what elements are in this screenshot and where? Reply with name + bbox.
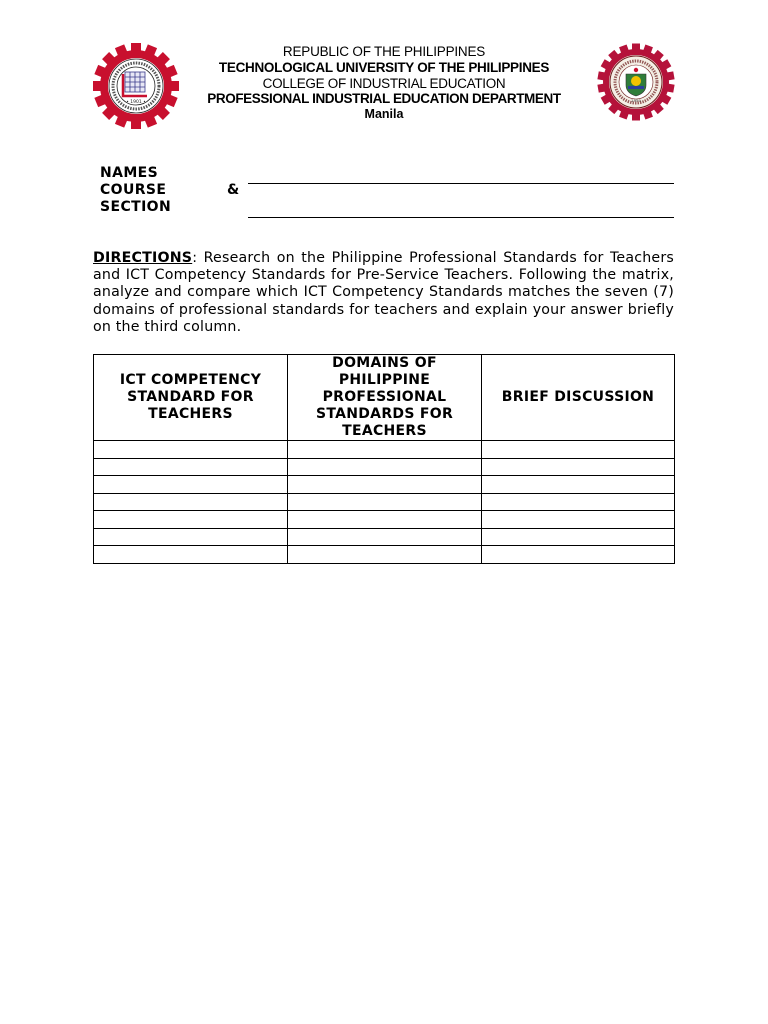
directions-text: : Research on the Philippine Professional Standards for Teachers and ICT Competency Standards for Pre-Service Teachers. Following the matrix, analyze and compare which ICT Competency Standards matches the seven (7) domains of professional standards for teachers and explain your answer briefly on the third column. [93,250,674,335]
table-cell[interactable] [94,546,288,564]
department-name: PROFESSIONAL INDUSTRIAL EDUCATION DEPARTMENT [207,91,561,107]
table-row [94,511,675,529]
university-name: TECHNOLOGICAL UNIVERSITY OF THE PHILIPPINES [218,59,550,75]
table-cell[interactable] [94,476,288,494]
table-row [94,476,675,494]
table-cell[interactable] [482,441,675,459]
ampersand: & [227,182,240,198]
table-row [94,528,675,546]
table-cell[interactable] [94,511,288,529]
table-cell[interactable] [94,493,288,511]
table-cell[interactable] [288,458,482,476]
table-row [94,441,675,459]
table-cell[interactable] [482,546,675,564]
table-cell[interactable] [288,476,482,494]
table-row [94,546,675,564]
tup-logo-icon [92,42,180,130]
table-cell[interactable] [94,441,288,459]
table-cell[interactable] [482,476,675,494]
table-cell[interactable] [94,458,288,476]
comparison-matrix [93,354,675,564]
section-label: SECTION [100,199,172,215]
table-cell[interactable] [288,511,482,529]
directions-paragraph [93,250,674,336]
course-section-blank-line[interactable] [248,217,674,218]
student-info-labels [100,165,171,216]
republic-line: REPUBLIC OF THE PHILIPPINES [282,44,486,59]
course-label: COURSE [100,182,167,198]
table-cell[interactable] [482,458,675,476]
table-header-row [94,355,675,441]
college-name: COLLEGE OF INDUSTRIAL EDUCATION [262,75,506,91]
table-cell[interactable] [94,528,288,546]
table-row [94,493,675,511]
names-blank-line[interactable] [248,183,674,184]
column-header-brief-discussion: BRIEF DISCUSSION [482,355,675,441]
city-name: Manila [364,107,404,122]
table-cell[interactable] [288,493,482,511]
column-header-ict-standard: ICT COMPETENCY STANDARD FOR TEACHERS [94,355,288,441]
table-cell[interactable] [482,493,675,511]
college-seal-icon [597,43,675,121]
names-label: NAMES [100,165,159,181]
table-cell[interactable] [482,511,675,529]
svg-text:1959: 1959 [631,98,641,103]
svg-text:• 1901 •: • 1901 • [126,100,146,105]
column-header-ppst-domains: DOMAINS OF PHILIPPINE PROFESSIONAL STANDARDS FOR TEACHERS [288,355,482,441]
table-cell[interactable] [288,441,482,459]
table-cell[interactable] [482,528,675,546]
table-cell[interactable] [288,528,482,546]
letterhead [184,44,584,123]
table-row [94,458,675,476]
directions-label: DIRECTIONS [93,250,193,266]
table-cell[interactable] [288,546,482,564]
